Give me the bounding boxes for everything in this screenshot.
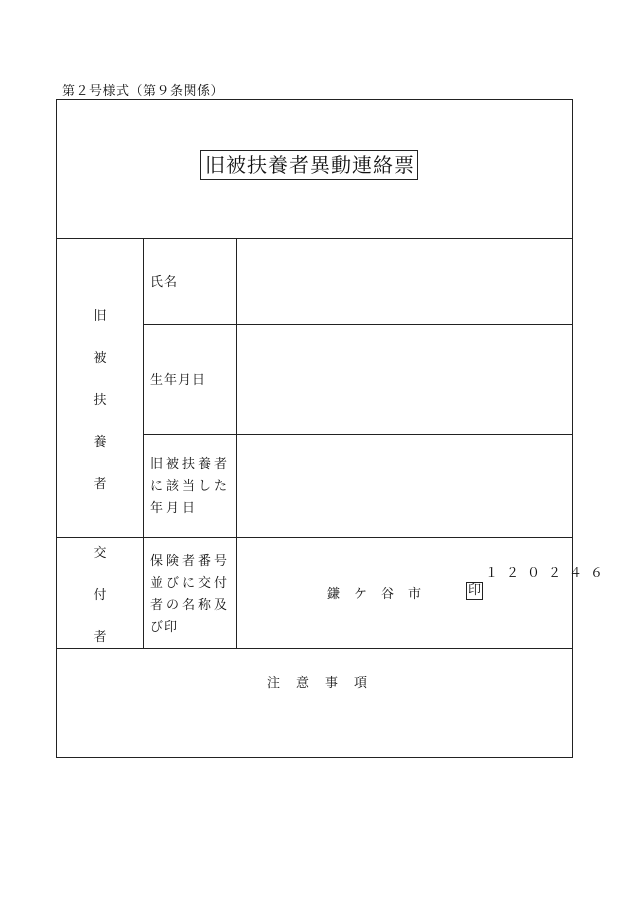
divider-dependent-bottom bbox=[56, 537, 573, 538]
divider-heading-col bbox=[143, 238, 144, 648]
issuer-heading-char: 者 bbox=[93, 630, 107, 645]
dependent-heading-char: 扶 bbox=[93, 393, 107, 408]
dependent-date-label-line: 旧被扶養者 bbox=[150, 457, 231, 472]
issuer-label-line: 者の名称及 bbox=[150, 598, 231, 613]
dependent-date-label-line: 年月日 bbox=[150, 501, 199, 516]
name-field[interactable] bbox=[237, 239, 572, 324]
issuer-label-line: 保険者番号 bbox=[150, 554, 231, 569]
notes-heading: 注意事項 bbox=[267, 676, 384, 691]
form-title: 旧被扶養者異動連絡票 bbox=[200, 150, 418, 180]
issuer-label-line: 並びに交付 bbox=[150, 576, 231, 591]
issuer-heading-char: 交 bbox=[93, 546, 107, 561]
birth-date-field[interactable] bbox=[237, 325, 572, 434]
form-caption: 第２号様式（第９条関係） bbox=[62, 84, 225, 99]
dependent-heading-char: 被 bbox=[93, 351, 107, 366]
dependent-date-field[interactable] bbox=[237, 435, 572, 537]
dependent-date-label-line: に該当した bbox=[150, 479, 231, 494]
issuer-label-line: び印 bbox=[150, 620, 179, 635]
divider-issuer-bottom bbox=[56, 648, 573, 649]
birth-date-label: 生年月日 bbox=[150, 373, 207, 388]
dependent-heading-char: 養 bbox=[93, 435, 107, 450]
name-label: 氏名 bbox=[150, 275, 179, 290]
dependent-heading-char: 者 bbox=[93, 477, 107, 492]
dependent-heading-char: 旧 bbox=[93, 309, 107, 324]
insurer-number: １２０２４６ bbox=[485, 566, 612, 581]
issuer-heading-char: 付 bbox=[93, 588, 107, 603]
issuer-name: 鎌ケ谷市 bbox=[327, 587, 436, 602]
seal-mark: 印 bbox=[468, 583, 482, 598]
